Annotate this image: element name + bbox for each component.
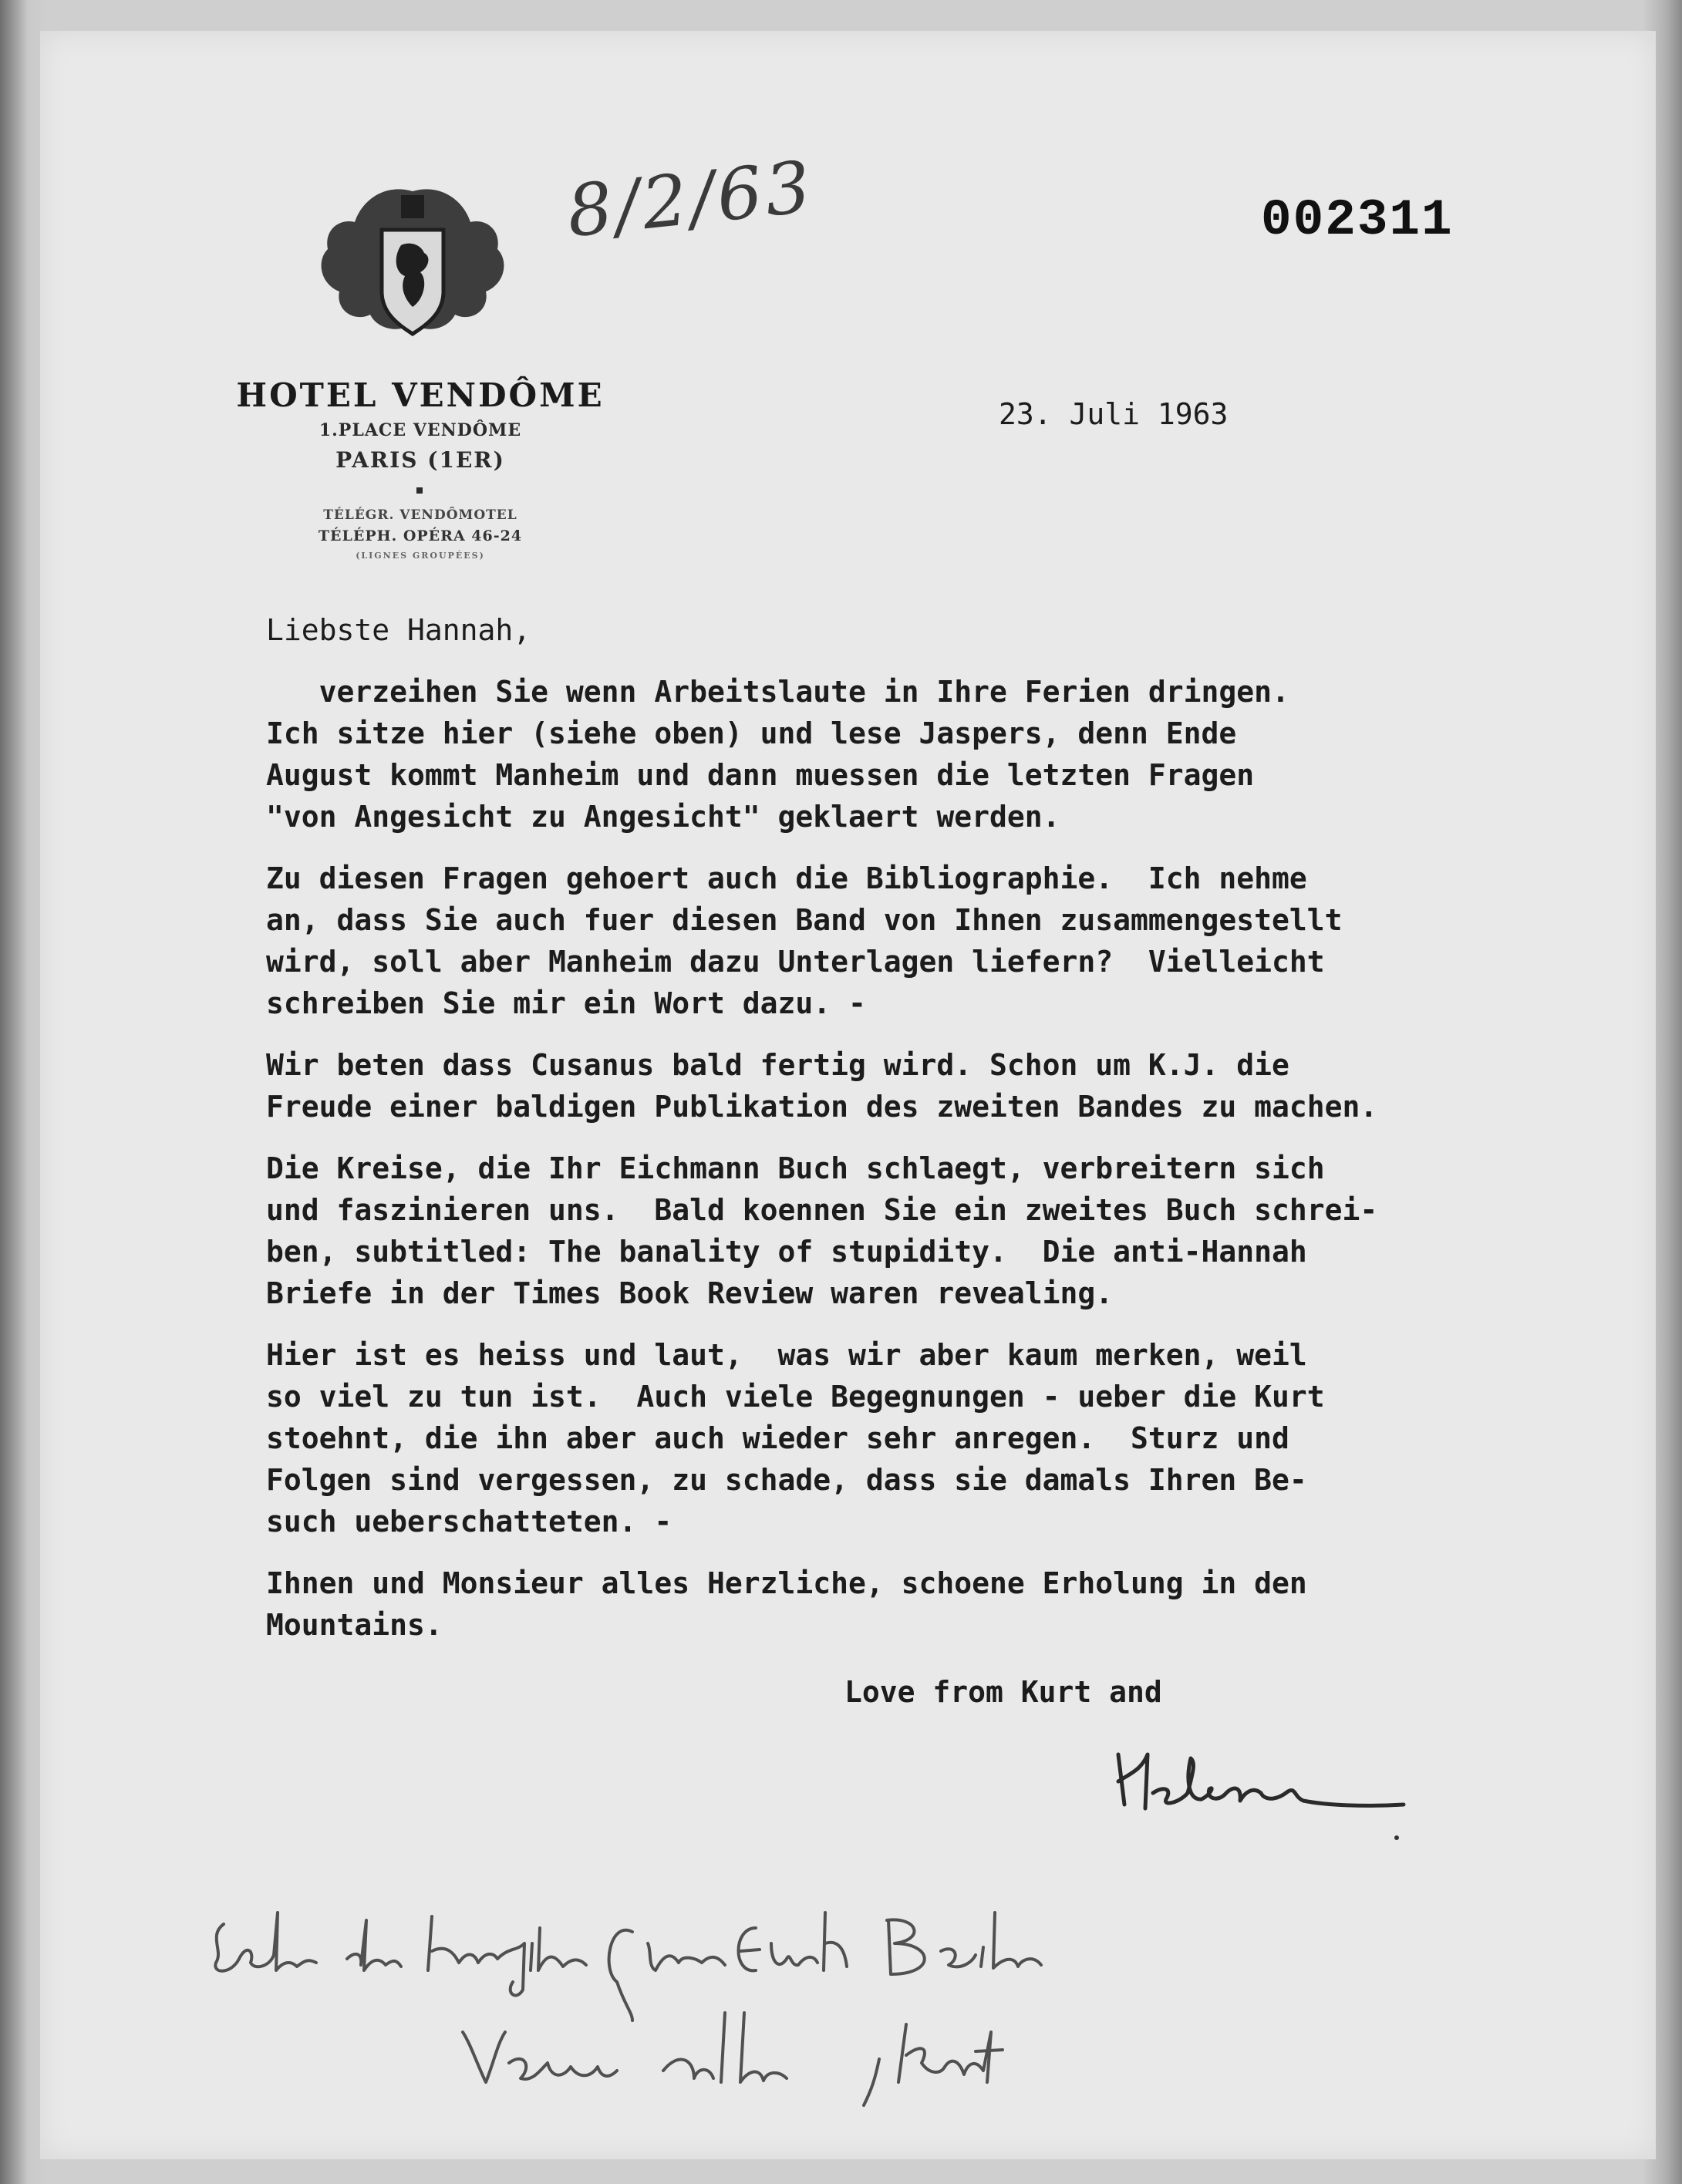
hotel-telegraph: TÉLÉGR. VENDÔMOTEL [323,507,517,523]
text-line: Hier ist es heiss und laut, was wir aber kaum merken, weil [266,1338,1307,1372]
paragraph [266,858,1623,1024]
paragraph [266,1148,1623,1314]
letter-body [266,671,1623,1666]
handwritten-date: 8/2/63 [563,145,817,254]
text-line: wird, soll aber Manheim dazu Unterlagen liefern? Vielleicht [266,945,1325,979]
text-line: Ihnen und Monsieur alles Herzliche, schoene Erholung in den [266,1566,1307,1600]
text-line: Folgen sind vergessen, zu schade, dass sie damals Ihren Be- [266,1463,1307,1497]
text-line: Mountains. [266,1608,443,1642]
document-number: 002311 [1261,191,1454,249]
letter-date: 23. Juli 1963 [999,397,1229,431]
letterhead-separator [416,487,423,494]
signature-dot [1394,1835,1399,1840]
text-line: Die Kreise, die Ihr Eichmann Buch schlaegt, verbreitern sich [266,1151,1325,1185]
hotel-telephone: TÉLÉPH. OPÉRA 46-24 [318,527,523,544]
handwritten-signature [1111,1739,1419,1816]
text-line: Briefe in der Times Book Review waren revealing. [266,1276,1114,1310]
text-line: ben, subtitled: The banality of stupidity. Die anti-Hannah [266,1235,1307,1269]
text-line: such ueberschatteten. - [266,1505,672,1539]
text-line: Wir beten dass Cusanus bald fertig wird. Schon um K.J. die [266,1048,1289,1082]
text-line: stoehnt, die ihn aber auch wieder sehr anregen. Sturz und [266,1421,1289,1455]
hotel-address: 1.PLACE VENDÔME [319,420,522,440]
salutation: Liebste Hannah, [266,613,531,647]
closing: Love from Kurt and [844,1675,1162,1709]
paragraph [266,1562,1623,1646]
paragraph [266,1044,1623,1127]
hotel-name: HOTEL VENDÔME [236,376,605,414]
text-line: Ich sitze hier (siehe oben) und lese Jaspers, denn Ende [266,716,1237,750]
text-line: verzeihen Sie wenn Arbeitslaute in Ihre Ferien dringen. [266,675,1289,709]
text-line: "von Angesicht zu Angesicht" geklaert werden. [266,800,1060,834]
hotel-crest-logo [308,176,517,361]
text-line: so viel zu tun ist. Auch viele Begegnungen - ueber die Kurt [266,1380,1325,1414]
text-line: an, dass Sie auch fuer diesen Band von Ihnen zusammengestellt [266,903,1343,937]
text-line: schreiben Sie mir ein Wort dazu. - [266,986,866,1020]
text-line: Zu diesen Fragen gehoert auch die Bibliographie. Ich nehme [266,861,1307,895]
paragraph [266,1334,1623,1542]
hotel-lines-note: (LIGNES GROUPÉES) [356,551,485,561]
text-line: August kommt Manheim und dann muessen die letzten Fragen [266,758,1255,792]
text-line: und faszinieren uns. Bald koennen Sie ein zweites Buch schrei- [266,1193,1378,1227]
hotel-city: PARIS (1ER) [335,447,505,473]
paragraph [266,671,1623,838]
handwritten-postscript [201,1897,1357,2128]
text-line: Freude einer baldigen Publikation des zweiten Bandes zu machen. [266,1090,1378,1124]
